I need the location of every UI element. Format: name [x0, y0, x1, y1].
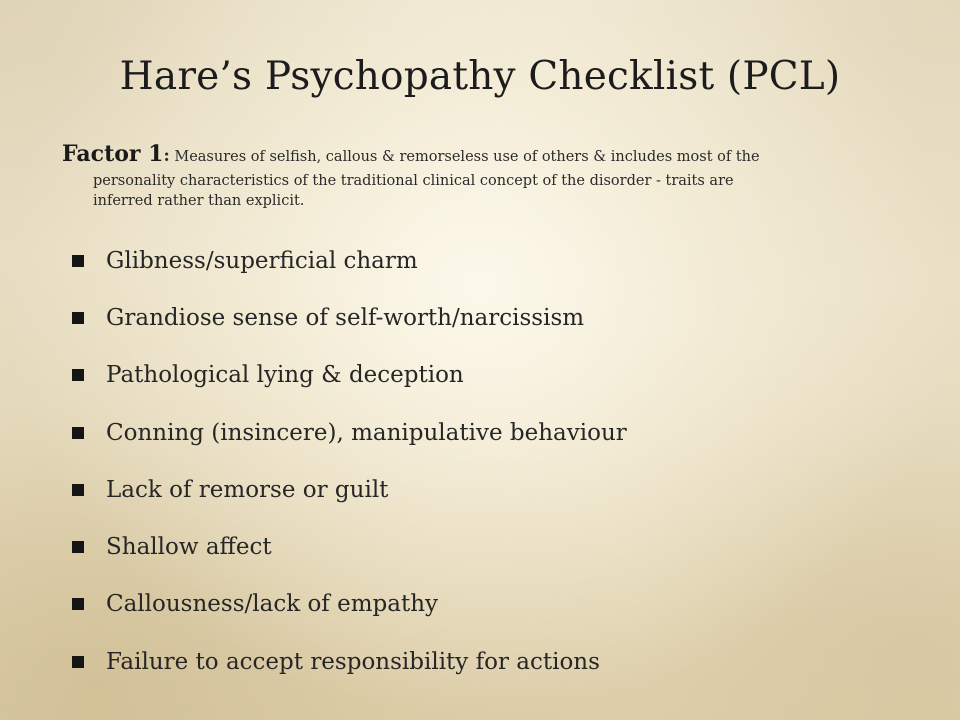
square-bullet-icon	[72, 541, 84, 553]
list-item-text: Grandiose sense of self-worth/narcissism	[106, 304, 585, 331]
factor-text-1: Measures of selfish, callous & remorseless use of others & includes most of the	[169, 149, 760, 165]
list-item	[72, 347, 932, 404]
list-item-text: Conning (insincere), manipulative behaviour	[106, 419, 627, 446]
list-item-text: Pathological lying & deception	[106, 362, 464, 389]
list-item	[72, 404, 932, 461]
square-bullet-icon	[72, 484, 84, 496]
slide-title: Hare’s Psychopathy Checklist (PCL)	[119, 54, 841, 99]
list-item	[72, 289, 932, 346]
square-bullet-icon	[72, 312, 84, 324]
factor-description	[62, 140, 902, 211]
factor-label: Factor 1	[62, 141, 164, 167]
trait-list	[72, 232, 932, 690]
list-item	[72, 633, 932, 690]
factor-description-line-3: inferred rather than explicit.	[93, 193, 305, 209]
square-bullet-icon	[72, 656, 84, 668]
list-item-text: Shallow affect	[106, 534, 272, 561]
list-item-text: Lack of remorse or guilt	[106, 476, 389, 503]
factor-description-line-2: personality characteristics of the traditional clinical concept of the disorder - traits are	[93, 173, 734, 189]
square-bullet-icon	[72, 255, 84, 267]
list-item	[72, 232, 932, 289]
list-item	[72, 518, 932, 575]
square-bullet-icon	[72, 598, 84, 610]
list-item-text: Glibness/superficial charm	[106, 247, 418, 274]
square-bullet-icon	[72, 427, 84, 439]
square-bullet-icon	[72, 369, 84, 381]
list-item	[72, 461, 932, 518]
factor-colon: :	[163, 146, 170, 166]
list-item-text: Failure to accept responsibility for actions	[106, 648, 600, 675]
list-item-text: Callousness/lack of empathy	[106, 591, 439, 618]
factor-description-line-1	[62, 140, 902, 171]
list-item	[72, 576, 932, 633]
